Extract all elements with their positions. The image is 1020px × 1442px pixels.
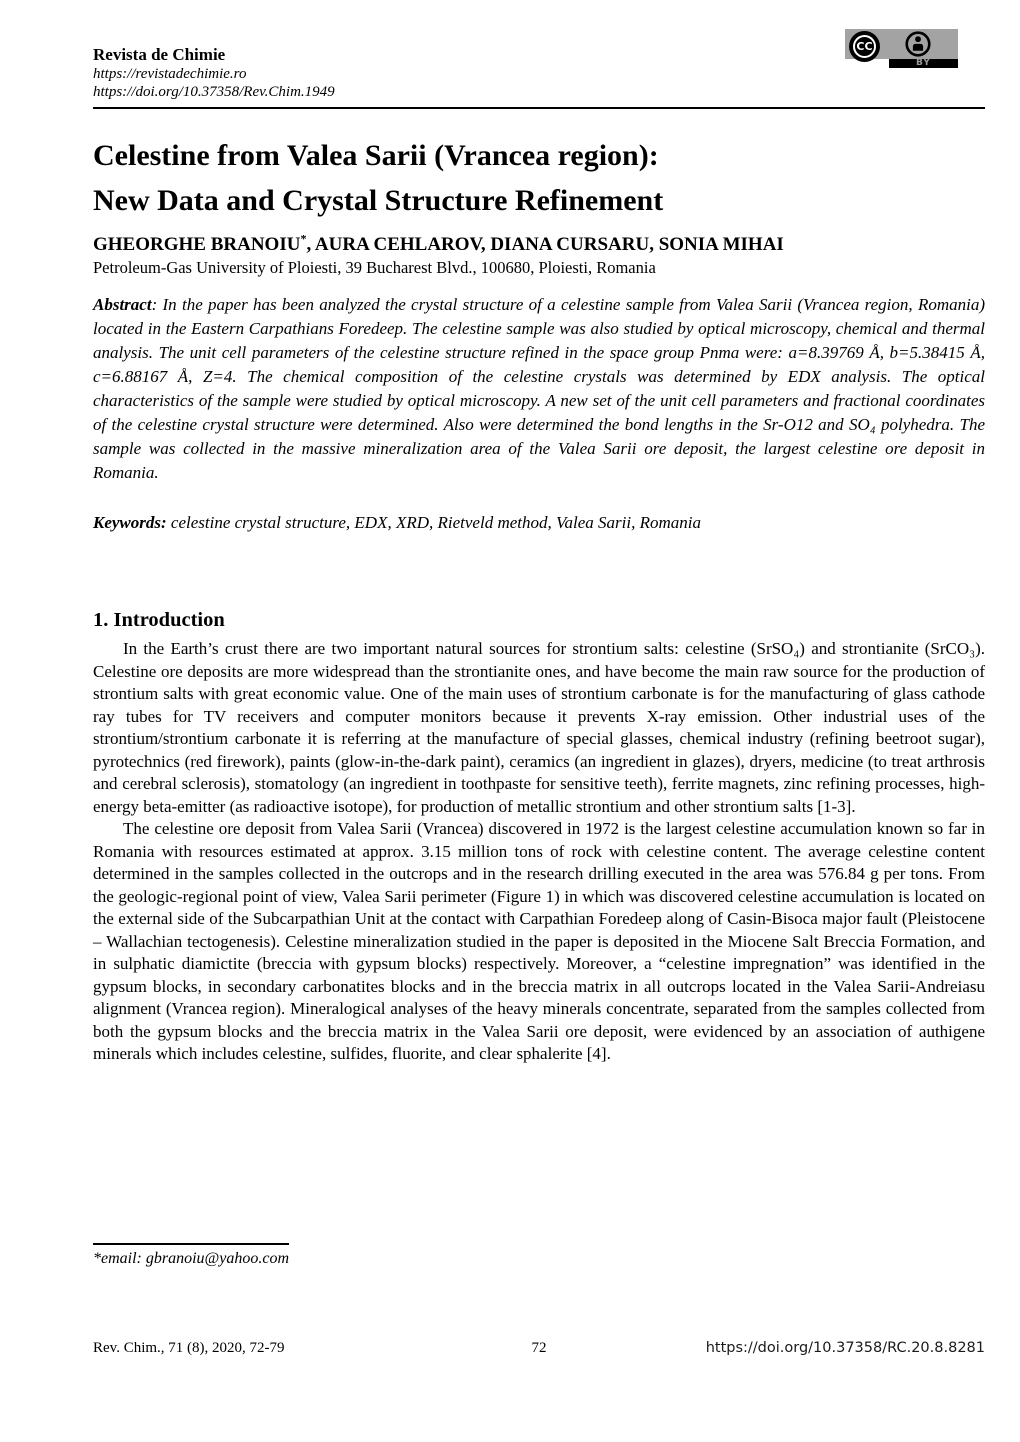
footer-page-number: 72 — [531, 1340, 547, 1356]
authors-line — [93, 233, 985, 257]
abstract-text: : In the paper has been analyzed the crystal structure of a celestine sample from Valea Sarii (Vrancea region, Romania) located in the Eastern Carpathians Foredeep. The celestine sample was also studied by optical microscopy, chemical and thermal analysis. The unit cell parameters of the celestine structure refined in the space group Pnma were: a=8.39769 Å, b=5.38415 Å, c=6.88167 Å, Z=4. The chemical composition of the celestine crystals was determined by EDX analysis. The optical characteristics of the sample were studied by optical microscopy. A new set of the unit cell parameters and fractional coordinates of the celestine crystal structure were determined. Also were determined the bond lengths in the Sr-O12 and SO₄ polyhedra. The sample was collected in the massive mineralization area of the Valea Sarii ore deposit, the largest celestine ore deposit in Romania. — [93, 295, 985, 482]
abstract-label: Abstract — [93, 295, 152, 314]
footer-doi-link[interactable]: https://doi.org/10.37358/RC.20.8.8281 — [705, 1340, 985, 1356]
intro-paragraph-2: The celestine ore deposit from Valea Sarii (Vrancea) discovered in 1972 is the largest celestine accumulation known so far in Romania with resources estimated at approx. 3.15 million tons of rock with celestine content. The average celestine content determined in the samples collected in the outcrops and in the research drilling executed in the area was 576.84 g per tons. From the geologic-regional point of view, Valea Sarii perimeter (Figure 1) in which was discovered celestine accumulation is located on the external side of the Subcarpathian Unit at the contact with Carpathian Foredeep along of Casin-Bisoca major fault (Pleistocene – Wallachian tectogenesis). Celestine mineralization studied in the paper is deposited in the Miocene Salt Breccia Formation, and in sulphatic diamictite (breccia with gypsum blocks) respectively. Moreover, a “celestine impregnation” was identified in the gypsum blocks, in secondary carbonatites blocks and in the breccia matrix in all outcrops located in the Valea Sarii-Andreiasu alignment (Vrancea region). Mineralogical analyses of the heavy minerals concentrate, separated from the samples collected from both the gypsum blocks and the breccia matrix in the Valea Sarii ore deposit, were evidenced by an association of authigene minerals which includes celestine, sulfides, fluorite, and clear sphalerite [4]. — [93, 819, 985, 1063]
keywords-line — [93, 511, 985, 535]
footer-citation: Rev. Chim., 71 (8), 2020, 72-79 — [93, 1340, 285, 1356]
footnote — [93, 1243, 493, 1269]
header-divider — [93, 107, 985, 109]
keywords-text: celestine crystal structure, EDX, XRD, Rietveld method, Valea Sarii, Romania — [166, 513, 701, 532]
corresponding-author-marker: * — [300, 231, 307, 246]
paper-title-line1: Celestine from Valea Sarii (Vrancea region): — [93, 139, 659, 172]
journal-name: Revista de Chimie — [93, 45, 226, 64]
authors-rest: , AURA CEHLAROV, DIANA CURSARU, SONIA MIHAI — [306, 234, 784, 255]
intro-paragraph-1: In the Earth’s crust there are two important natural sources for strontium salts: celestine (SrSO₄) and strontianite (SrCO₃). Celestine ore deposits are more widespread than the strontianite ones, and have become the main raw source for the production of strontium salts with great economic value. One of the main uses of strontium carbonate is for the manufacturing of glass cathode ray tubes for TV receivers and computer monitors because it prevents X-ray emission. Other industrial uses of the strontium/strontium carbonate it is referring at the manufacture of special glasses, chemical industry (refining beetroot sugar), pyrotechnics (red firework), paints (glow-in-the-dark paint), ceramics (an ingredient in glazes), dryers, medicine (to treat arthrosis and cerebral sclerosis), stomatology (an ingredient in toothpaste for sensitive teeth), ferrite magnets, zinc refining processes, high-energy beta-emitter (as radioactive isotope), for production of metallic strontium and other strontium salts [1-3]. — [93, 639, 985, 816]
footnote-divider — [93, 1243, 289, 1245]
affiliation: Petroleum-Gas University of Ploiesti, 39 Bucharest Blvd., 100680, Ploiesti, Romania — [93, 258, 656, 277]
paper-title-line2: New Data and Crystal Structure Refinement — [93, 184, 664, 217]
abstract-paragraph — [93, 293, 985, 485]
journal-doi-link[interactable]: https://doi.org/10.37358/Rev.Chim.1949 — [93, 84, 335, 100]
by-label: BY — [916, 58, 931, 68]
keywords-label: Keywords: — [93, 513, 167, 532]
author-first: GHEORGHE BRANOIU — [93, 234, 301, 255]
page-footer — [93, 1340, 985, 1362]
cc-icon-label: CC — [853, 35, 876, 58]
section-heading-introduction: 1. Introduction — [93, 609, 225, 631]
journal-url-link[interactable]: https://revistadechimie.ro — [93, 66, 247, 82]
paper-title — [93, 133, 985, 223]
footnote-email-link[interactable]: *email: gbranoiu@yahoo.com — [93, 1250, 290, 1267]
